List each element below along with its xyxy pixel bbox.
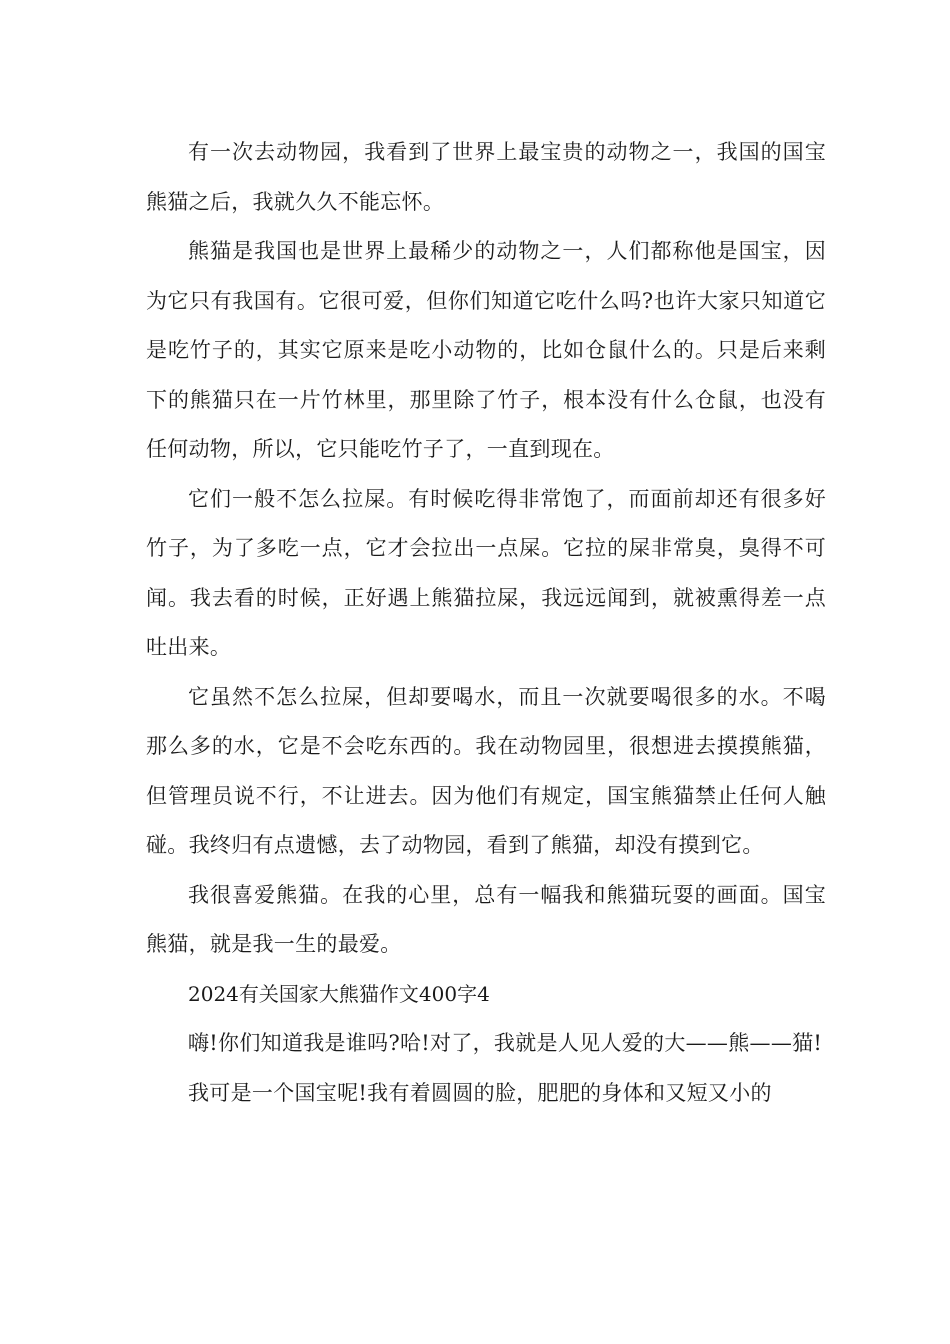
paragraph-national-treasure: 我可是一个国宝呢!我有着圆圆的脸，肥肥的身体和又短又小的: [188, 1080, 772, 1105]
paragraph-panda-diet: 熊猫是我国也是世界上最稀少的动物之一，人们都称他是国宝，因为它只有我国有。它很可爱，但你们知道它吃什么吗?也许大家只知道它是吃竹子的，其实它原来是吃小动物的，比如仓鼠什么的。只是后来剩下的熊猫只在一片竹林里，那里除了竹子，根本没有什么仓鼠，也没有任何动物，所以，它只能吃竹子了，一直到现在。: [146, 239, 826, 461]
paragraph-love-panda: 我很喜爱熊猫。在我的心里，总有一幅我和熊猫玩耍的画面。国宝熊猫，就是我一生的最爱。: [146, 882, 826, 956]
paragraph-panda-habits: 它们一般不怎么拉屎。有时候吃得非常饱了，而面前却还有很多好竹子，为了多吃一点，它才会拉出一点屎。它拉的屎非常臭，臭得不可闻。我去看的时候，正好遇上熊猫拉屎，我远远闻到，就被熏得差一点吐出来。: [146, 486, 826, 659]
document-body: [146, 128, 826, 1118]
section-heading: 2024有关国家大熊猫作文400字4: [188, 981, 490, 1006]
paragraph-panda-water: 它虽然不怎么拉屎，但却要喝水，而且一次就要喝很多的水。不喝那么多的水，它是不会吃东西的。我在动物园里，很想进去摸摸熊猫，但管理员说不行，不让进去。因为他们有规定，国宝熊猫禁止任何人触碰。我终归有点遗憾，去了动物园，看到了熊猫，却没有摸到它。: [146, 684, 826, 857]
paragraph-intro-panda: 嗨!你们知道我是谁吗?哈!对了，我就是人见人爱的大——熊——猫!: [188, 1031, 823, 1055]
paragraph-zoo-visit: 有一次去动物园，我看到了世界上最宝贵的动物之一，我国的国宝熊猫之后，我就久久不能忘怀。: [146, 140, 826, 214]
